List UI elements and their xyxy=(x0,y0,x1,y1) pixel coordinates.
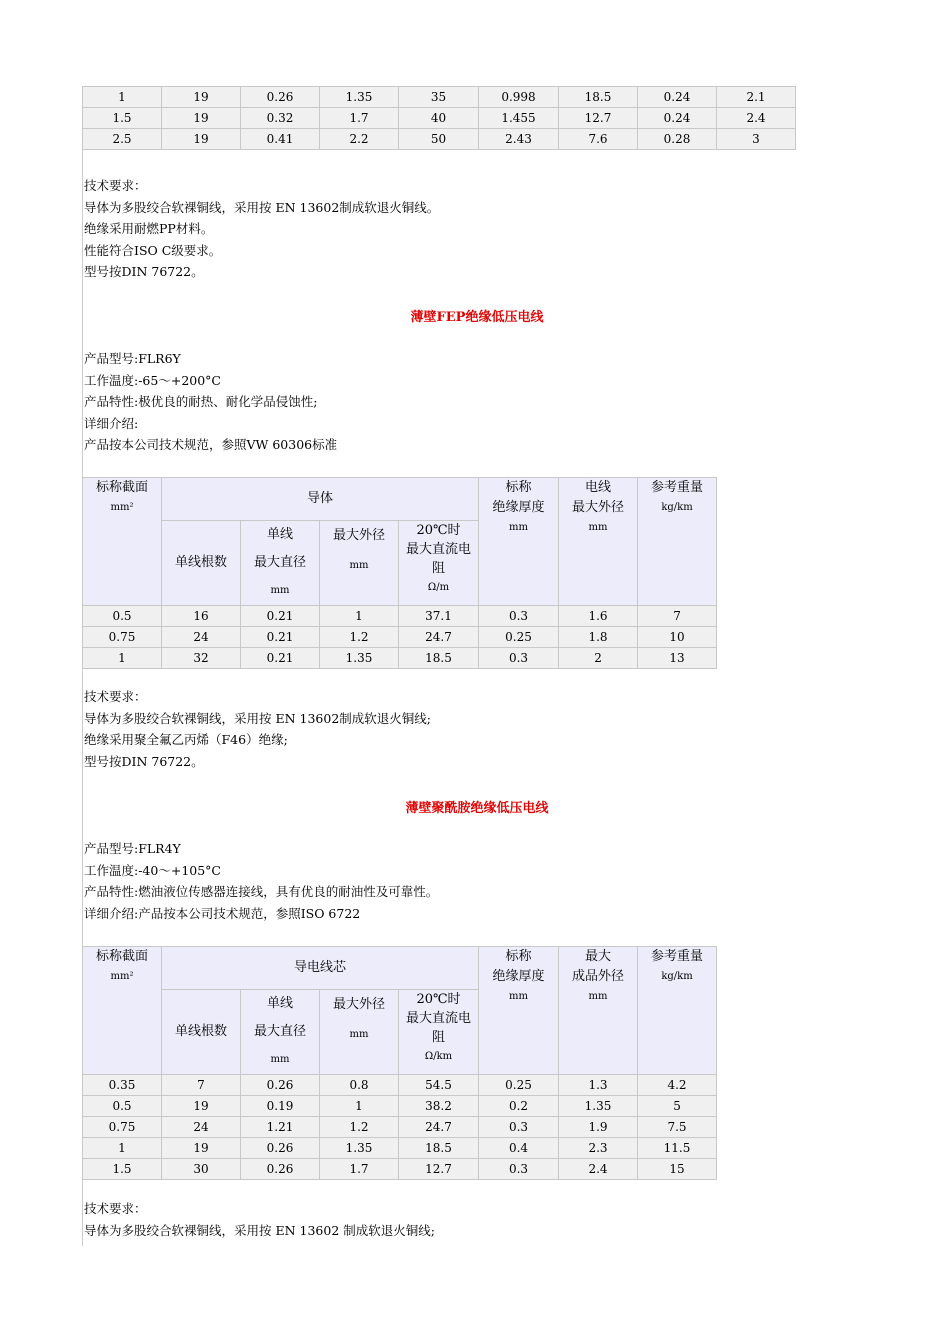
table-cell: 19 xyxy=(162,1096,241,1117)
table-cell: 12.7 xyxy=(559,108,638,129)
table-cell: 0.3 xyxy=(479,1159,559,1180)
text-line: 导体为多股绞合软裸铜线，采用按 EN 13602制成软退火铜线。 xyxy=(84,199,440,215)
header-conductor: 导体 xyxy=(162,478,479,521)
table-cell: 1.35 xyxy=(320,87,399,108)
header-wire-diameter: 单线 最大直径 mm xyxy=(241,990,320,1075)
table-cell: 0.5 xyxy=(83,606,162,627)
table-cell: 2.4 xyxy=(559,1159,638,1180)
table-cell: 0.41 xyxy=(241,129,320,150)
header-outer-diameter: 电线 最大外径 mm xyxy=(559,478,638,606)
text-line: 详细介绍: xyxy=(84,415,139,431)
table-cell: 30 xyxy=(162,1159,241,1180)
table-cell: 7.6 xyxy=(559,129,638,150)
text-line: 绝缘采用耐燃PP材料。 xyxy=(84,221,214,236)
table-cell: 1 xyxy=(83,1138,162,1159)
spec-table-top xyxy=(82,86,796,150)
table-cell: 0.4 xyxy=(479,1138,559,1159)
table-cell: 0.2 xyxy=(479,1096,559,1117)
table-cell: 0.24 xyxy=(638,87,717,108)
table-cell: 0.3 xyxy=(479,1117,559,1138)
table-cell: 1.5 xyxy=(83,108,162,129)
table-cell: 2 xyxy=(559,648,638,669)
header-insulation: 标称 绝缘厚度 mm xyxy=(479,478,559,606)
table-cell: 50 xyxy=(399,129,479,150)
header-conductor: 导电线芯 xyxy=(162,947,479,990)
table-cell: 2.4 xyxy=(717,108,796,129)
table-cell: 1 xyxy=(320,1096,399,1117)
header-conductor-od: 最大外径 mm xyxy=(320,990,399,1075)
table-cell: 1.455 xyxy=(479,108,559,129)
table-cell: 0.25 xyxy=(479,1075,559,1096)
table-cell: 0.26 xyxy=(241,1075,320,1096)
text-line: 技术要求： xyxy=(84,689,147,704)
table-cell: 0.19 xyxy=(241,1096,320,1117)
table-cell: 0.998 xyxy=(479,87,559,108)
table-cell: 1 xyxy=(83,648,162,669)
table-cell: 32 xyxy=(162,648,241,669)
table-cell: 0.3 xyxy=(479,606,559,627)
table-row xyxy=(83,87,796,108)
header-weight: 参考重量 kg/km xyxy=(638,478,717,606)
text-line: 工作温度:-65～+200°C xyxy=(84,372,221,388)
table-cell: 2.2 xyxy=(320,129,399,150)
table-cell: 0.21 xyxy=(241,648,320,669)
table-cell: 18.5 xyxy=(559,87,638,108)
text-line: 型号按DIN 76722。 xyxy=(84,264,204,279)
table-cell: 4.2 xyxy=(638,1075,717,1096)
table-cell: 1.21 xyxy=(241,1117,320,1138)
table-cell: 54.5 xyxy=(399,1075,479,1096)
table-cell: 19 xyxy=(162,1138,241,1159)
table-row xyxy=(83,627,717,648)
table-row xyxy=(83,1075,717,1096)
table-cell: 0.21 xyxy=(241,627,320,648)
text-line: 产品型号:FLR4Y xyxy=(84,841,181,856)
table-cell: 0.32 xyxy=(241,108,320,129)
table-cell: 0.35 xyxy=(83,1075,162,1096)
table-cell: 19 xyxy=(162,87,241,108)
text-line: 产品型号:FLR6Y xyxy=(84,351,181,366)
text-line: 性能符合ISO C级要求。 xyxy=(84,242,222,258)
table-cell: 0.8 xyxy=(320,1075,399,1096)
table-cell: 24 xyxy=(162,627,241,648)
table-cell: 37.1 xyxy=(399,606,479,627)
text-line: 技术要求： xyxy=(84,1201,147,1216)
table-cell: 0.26 xyxy=(241,87,320,108)
table-cell: 1.35 xyxy=(320,1138,399,1159)
table-cell: 1.9 xyxy=(559,1117,638,1138)
table-cell: 1.35 xyxy=(559,1096,638,1117)
text-line: 导体为多股绞合软裸铜线，采用按 EN 13602 制成软退火铜线; xyxy=(84,1222,435,1238)
table-cell: 0.75 xyxy=(83,627,162,648)
section-title-fep: 薄壁FEP绝缘低压电线 xyxy=(410,310,544,325)
table-row xyxy=(83,1159,717,1180)
table-cell: 7.5 xyxy=(638,1117,717,1138)
table-cell: 19 xyxy=(162,129,241,150)
table-row xyxy=(83,648,717,669)
table-cell: 1.2 xyxy=(320,627,399,648)
table-cell: 1.3 xyxy=(559,1075,638,1096)
product-info-fep xyxy=(84,348,337,456)
header-wire-diameter: 单线 最大直径 mm xyxy=(241,521,320,606)
text-line: 详细介绍:产品按本公司技术规范，参照ISO 6722 xyxy=(84,905,361,921)
text-line: 产品特性:燃油液位传感器连接线，具有优良的耐油性及可靠性。 xyxy=(84,884,439,899)
header-outer-diameter: 最大 成品外径 mm xyxy=(559,947,638,1075)
header-wire-count: 单线根数 xyxy=(162,990,241,1075)
table-cell: 10 xyxy=(638,627,717,648)
table-cell: 24 xyxy=(162,1117,241,1138)
header-wire-count: 单线根数 xyxy=(162,521,241,606)
table-cell: 19 xyxy=(162,108,241,129)
header-section: 标称截面 mm² xyxy=(83,478,162,606)
table-cell: 1.8 xyxy=(559,627,638,648)
section-title-polyamide: 薄壁聚酰胺绝缘低压电线 xyxy=(405,801,549,816)
table-cell: 1.7 xyxy=(320,1159,399,1180)
table-cell: 15 xyxy=(638,1159,717,1180)
table-cell: 1.7 xyxy=(320,108,399,129)
table-cell: 0.5 xyxy=(83,1096,162,1117)
table-cell: 5 xyxy=(638,1096,717,1117)
spec-table-fep xyxy=(82,477,717,669)
table-cell: 7 xyxy=(162,1075,241,1096)
table-cell: 38.2 xyxy=(399,1096,479,1117)
text-line: 工作温度:-40～+105°C xyxy=(84,862,221,878)
table-cell: 0.25 xyxy=(479,627,559,648)
table-cell: 2.3 xyxy=(559,1138,638,1159)
table-row xyxy=(83,606,717,627)
table-cell: 18.5 xyxy=(399,648,479,669)
text-line: 技术要求： xyxy=(84,178,147,193)
text-line: 导体为多股绞合软裸铜线，采用按 EN 13602制成软退火铜线; xyxy=(84,710,431,726)
table-cell: 0.75 xyxy=(83,1117,162,1138)
table-cell: 2.43 xyxy=(479,129,559,150)
table-cell: 35 xyxy=(399,87,479,108)
table-cell: 18.5 xyxy=(399,1138,479,1159)
table-cell: 1 xyxy=(320,606,399,627)
table-cell: 24.7 xyxy=(399,627,479,648)
table-row xyxy=(83,1117,717,1138)
table-cell: 40 xyxy=(399,108,479,129)
header-conductor-od: 最大外径 mm xyxy=(320,521,399,606)
table-cell: 1.2 xyxy=(320,1117,399,1138)
tech-requirements-2 xyxy=(84,686,431,772)
text-line: 绝缘采用聚全氟乙丙烯（F46）绝缘; xyxy=(84,732,288,747)
tech-requirements-3 xyxy=(84,1198,435,1241)
table-row xyxy=(83,108,796,129)
table-cell: 1 xyxy=(83,87,162,108)
header-weight: 参考重量 kg/km xyxy=(638,947,717,1075)
table-cell: 24.7 xyxy=(399,1117,479,1138)
table-cell: 0.24 xyxy=(638,108,717,129)
header-insulation: 标称 绝缘厚度 mm xyxy=(479,947,559,1075)
table-cell: 0.26 xyxy=(241,1138,320,1159)
table-cell: 2.1 xyxy=(717,87,796,108)
table-row xyxy=(83,1138,717,1159)
table-cell: 2.5 xyxy=(83,129,162,150)
table-cell: 1.35 xyxy=(320,648,399,669)
table-cell: 1.5 xyxy=(83,1159,162,1180)
table-cell: 0.3 xyxy=(479,648,559,669)
spec-table-polyamide xyxy=(82,946,717,1180)
text-line: 产品特性:极优良的耐热、耐化学品侵蚀性; xyxy=(84,394,318,409)
table-cell: 13 xyxy=(638,648,717,669)
text-line: 型号按DIN 76722。 xyxy=(84,753,204,769)
table-cell: 12.7 xyxy=(399,1159,479,1180)
table-cell: 0.21 xyxy=(241,606,320,627)
table-cell: 0.26 xyxy=(241,1159,320,1180)
header-resistance: 20℃时 最大直流电 阻 Ω/m xyxy=(399,521,479,606)
table-cell: 3 xyxy=(717,129,796,150)
table-row xyxy=(83,1096,717,1117)
table-cell: 11.5 xyxy=(638,1138,717,1159)
table-cell: 0.28 xyxy=(638,129,717,150)
text-line: 产品按本公司技术规范，参照VW 60306标准 xyxy=(84,437,338,452)
header-resistance: 20℃时 最大直流电 阻 Ω/km xyxy=(399,990,479,1075)
table-cell: 7 xyxy=(638,606,717,627)
table-cell: 16 xyxy=(162,606,241,627)
tech-requirements-1 xyxy=(84,175,439,283)
header-section: 标称截面 mm² xyxy=(83,947,162,1075)
table-row xyxy=(83,129,796,150)
product-info-polyamide xyxy=(84,838,438,924)
table-cell: 1.6 xyxy=(559,606,638,627)
